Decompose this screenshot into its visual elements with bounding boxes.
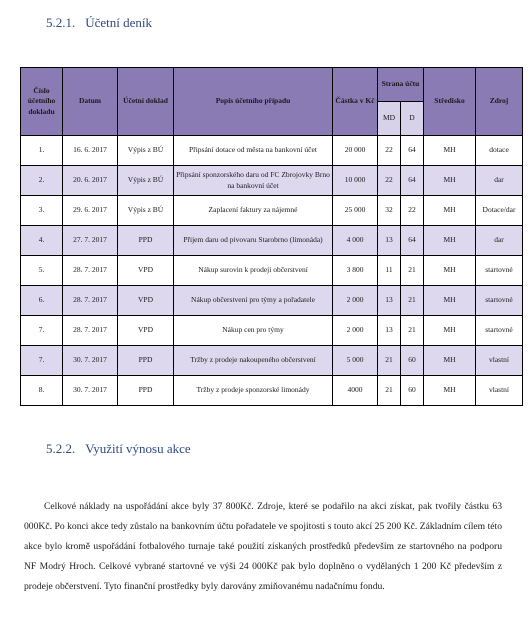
header-d: D (401, 102, 424, 136)
cell-d: 60 (401, 376, 424, 406)
cell-date: 27. 7. 2017 (63, 226, 118, 256)
cell-d: 64 (401, 226, 424, 256)
cell-doc: Výpis z BÚ (118, 196, 174, 226)
cell-date: 30. 7. 2017 (63, 376, 118, 406)
cell-number: 2. (21, 166, 63, 196)
section-title: Využití výnosu akce (85, 441, 191, 456)
cell-d: 22 (401, 196, 424, 226)
cell-d: 64 (401, 166, 424, 196)
cell-md: 21 (378, 346, 401, 376)
cell-source: vlastní (476, 376, 523, 406)
cell-date: 20. 6. 2017 (63, 166, 118, 196)
cell-source: startovné (476, 256, 523, 286)
cell-center: MH (424, 316, 476, 346)
cell-source: dotace (476, 136, 523, 166)
cell-center: MH (424, 346, 476, 376)
cell-d: 21 (401, 316, 424, 346)
cell-number: 1. (21, 136, 63, 166)
cell-doc: Výpis z BÚ (118, 166, 174, 196)
section-heading-5-2-2 (46, 441, 191, 457)
cell-md: 13 (378, 316, 401, 346)
cell-date: 28. 7. 2017 (63, 256, 118, 286)
header-amount: Částka v Kč (333, 68, 378, 136)
cell-d: 21 (401, 256, 424, 286)
cell-amount: 2 000 (333, 316, 378, 346)
cell-center: MH (424, 376, 476, 406)
cell-doc: PPD (118, 376, 174, 406)
cell-md: 21 (378, 376, 401, 406)
cell-source: dar (476, 226, 523, 256)
cell-md: 11 (378, 256, 401, 286)
table-row (21, 226, 523, 256)
cell-amount: 3 800 (333, 256, 378, 286)
header-description: Popis účetního případu (174, 68, 333, 136)
section-number: 5.2.2. (46, 441, 76, 456)
cell-center: MH (424, 286, 476, 316)
cell-d: 60 (401, 346, 424, 376)
cell-amount: 10 000 (333, 166, 378, 196)
table-row (21, 136, 523, 166)
cell-doc: PPD (118, 226, 174, 256)
cell-amount: 5 000 (333, 346, 378, 376)
cell-amount: 4000 (333, 376, 378, 406)
table-row (21, 166, 523, 196)
cell-source: startovné (476, 316, 523, 346)
cell-number: 7. (21, 316, 63, 346)
cell-amount: 4 000 (333, 226, 378, 256)
cell-date: 28. 7. 2017 (63, 316, 118, 346)
header-md: MD (378, 102, 401, 136)
cell-date: 29. 6. 2017 (63, 196, 118, 226)
cell-amount: 20 000 (333, 136, 378, 166)
header-date: Datum (63, 68, 118, 136)
cell-description: Tržby z prodeje sponzorské limonády (174, 376, 333, 406)
cell-description: Zaplacení faktury za nájemné (174, 196, 333, 226)
cell-doc: VPD (118, 256, 174, 286)
cell-amount: 2 000 (333, 286, 378, 316)
cell-doc: PPD (118, 346, 174, 376)
cell-source: startovné (476, 286, 523, 316)
section-heading-5-2-1 (46, 15, 152, 31)
section-number: 5.2.1. (46, 15, 76, 30)
cell-d: 21 (401, 286, 424, 316)
cell-center: MH (424, 226, 476, 256)
cell-date: 16. 6. 2017 (63, 136, 118, 166)
cell-source: dar (476, 166, 523, 196)
cell-doc: VPD (118, 316, 174, 346)
cell-md: 22 (378, 136, 401, 166)
header-source: Zdroj (476, 68, 523, 136)
cell-description: Nákup občerstvení pro týmy a pořadatele (174, 286, 333, 316)
cell-number: 5. (21, 256, 63, 286)
cell-date: 30. 7. 2017 (63, 346, 118, 376)
cell-md: 32 (378, 196, 401, 226)
cell-amount: 25 000 (333, 196, 378, 226)
cell-date: 28. 7. 2017 (63, 286, 118, 316)
cell-center: MH (424, 256, 476, 286)
table-row (21, 196, 523, 226)
header-account-side: Strana účtu (378, 68, 424, 102)
cell-md: 13 (378, 226, 401, 256)
cell-number: 3. (21, 196, 63, 226)
cell-number: 4. (21, 226, 63, 256)
table-row (21, 286, 523, 316)
cell-d: 64 (401, 136, 424, 166)
cell-description: Přijem daru od pivovaru Starobrno (limonáda) (174, 226, 333, 256)
table-row (21, 256, 523, 286)
cell-number: 7. (21, 346, 63, 376)
header-doc-number: Číslo účetního dokladu (21, 68, 63, 136)
table-row (21, 316, 523, 346)
cell-description: Nákup surovin k prodeji občerstvení (174, 256, 333, 286)
body-paragraph: Celkové náklady na uspořádání akce byly 37 800Kč. Zdroje, které se podařilo na akci získat, pak tvořily částku 63 000Kč. Po konci akce tedy zůstalo na bankovním účtu pořadatele ve spojitosti s touto akcí 25 200 Kč. Základním cílem této akce bylo kromě uspořádání fotbalového turnaje také použití získaných prostředků především ze startovného na podporu NF Modrý Hroch. Celkové vybrané startovné ve výši 24 000Kč pak bylo doplněno o vydělaných 1 200 Kč především z prodeje občerstvení. Tyto finanční prostředky byly darovány zmiňovanému nadačnímu fondu. (24, 500, 502, 592)
cell-source: Dotace/dar (476, 196, 523, 226)
accounting-journal-table (20, 67, 523, 406)
table-row (21, 346, 523, 376)
cell-doc: Výpis z BÚ (118, 136, 174, 166)
cell-description: Tržby z prodeje nakoupeného občerstvení (174, 346, 333, 376)
cell-md: 22 (378, 166, 401, 196)
cell-description: Nákup cen pro týmy (174, 316, 333, 346)
cell-source: vlastní (476, 346, 523, 376)
cell-center: MH (424, 166, 476, 196)
cell-number: 6. (21, 286, 63, 316)
cell-doc: VPD (118, 286, 174, 316)
cell-center: MH (424, 136, 476, 166)
cell-center: MH (424, 196, 476, 226)
cell-description: Připsání sponzorského daru od FC Zbrojovky Brno na bankovní účet (174, 166, 333, 196)
cell-description: Připsání dotace od města na bankovní účet (174, 136, 333, 166)
section-title: Účetní deník (85, 15, 153, 30)
cell-number: 8. (21, 376, 63, 406)
header-doc-type: Účetní doklad (118, 68, 174, 136)
table-row (21, 376, 523, 406)
header-cost-center: Středisko (424, 68, 476, 136)
cell-md: 13 (378, 286, 401, 316)
